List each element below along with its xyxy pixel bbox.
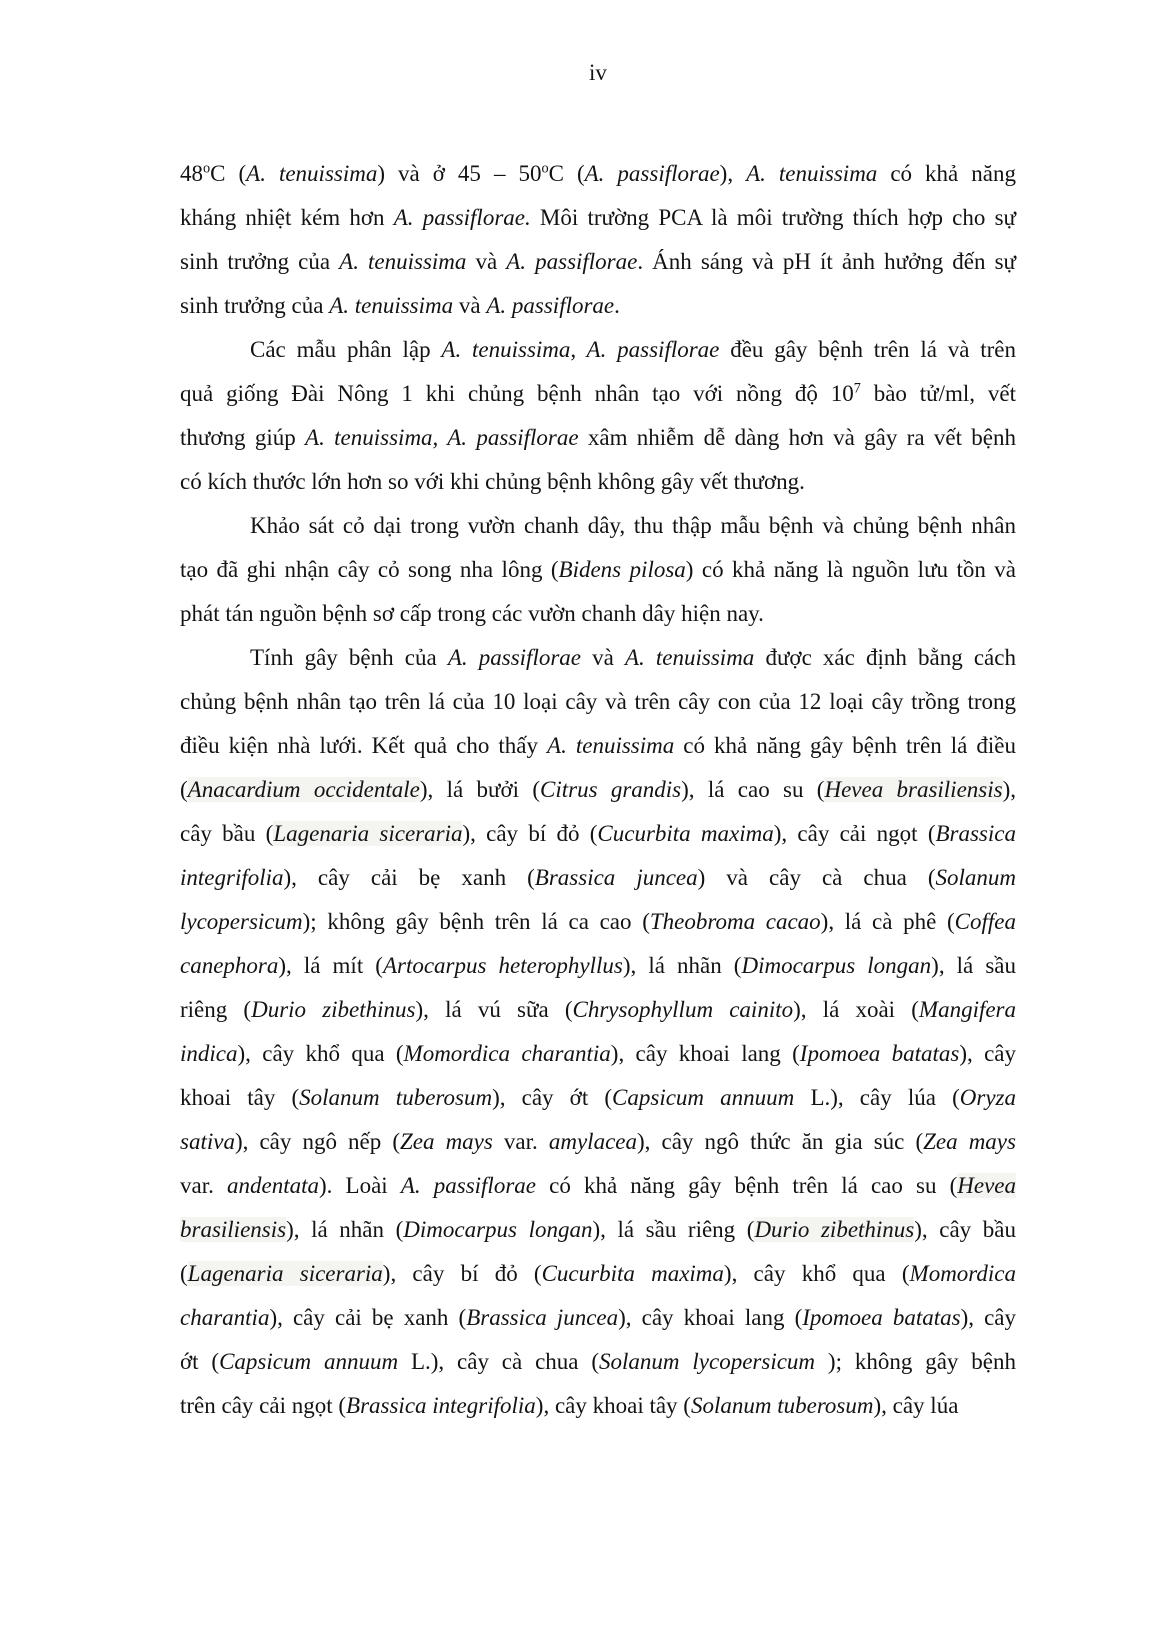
text-line [180, 240, 1016, 284]
text-run: ). Loài [318, 1173, 401, 1198]
species-name: Lagenaria siceraria [187, 1261, 383, 1286]
species-name: A. tenuissima [624, 645, 755, 670]
species-name: A. tenuissima [547, 733, 675, 758]
text-run: trên cây cải ngọt ( [180, 1393, 347, 1418]
species-name: A. passiflorae [506, 249, 638, 274]
text-run: L.), cây cà chua ( [398, 1349, 600, 1374]
text-run: ) và cây cà chua ( [697, 865, 936, 890]
text-run: Các mẫu phân lập [250, 337, 442, 362]
species-name: integrifolia [180, 865, 284, 890]
text-run: ), cây khoai lang ( [610, 1041, 800, 1066]
species-name: Brassica juncea [466, 1305, 619, 1330]
text-line [180, 328, 1016, 372]
text-run: L.), cây lúa ( [794, 1085, 960, 1110]
text-run: ), cây bí đỏ ( [462, 821, 598, 846]
text-line [180, 196, 1016, 240]
species-name: Lagenaria siceraria [273, 821, 463, 846]
text-line [180, 284, 1016, 328]
species-name: Hevea brasiliensis [824, 777, 1003, 802]
text-run: . Ánh sáng và pH ít ảnh hưởng đến sự [637, 249, 1016, 274]
text-run: Môi trường PCA là môi trường thích hợp cho sự [530, 205, 1017, 230]
text-run: ), cây [959, 1041, 1017, 1066]
text-run: ớt ( [180, 1349, 220, 1374]
text-line [180, 812, 1016, 856]
species-name: Capsicum annuum [612, 1085, 795, 1110]
text-run: ), cây cải ngọt ( [773, 821, 936, 846]
text-line [180, 1076, 1016, 1120]
species-name: amylacea [548, 1129, 637, 1154]
species-name: Solanum lycopersicum [599, 1349, 816, 1374]
text-line [180, 900, 1016, 944]
text-run: ); không gây bệnh [815, 1349, 1016, 1374]
text-line [180, 768, 1016, 812]
text-line [180, 724, 1016, 768]
text-run: chủng bệnh nhân tạo trên lá của 10 loại cây và trên cây con của 12 loại cây trồng trong [180, 689, 1016, 714]
text-run: ), lá sầu riêng ( [592, 1217, 755, 1242]
species-name: Artocarpus heterophyllus [382, 953, 623, 978]
text-run: có khả năng gây bệnh trên lá cao su ( [535, 1173, 958, 1198]
text-line [180, 1340, 1016, 1384]
text-line [180, 988, 1016, 1032]
text-run: và [581, 645, 625, 670]
paragraph-2 [180, 328, 1016, 504]
text-run: 7 [853, 380, 861, 397]
species-name: Dimocarpus longan [741, 953, 932, 978]
page-number: iv [589, 60, 607, 85]
text-run: và [453, 293, 487, 318]
text-line [180, 944, 1016, 988]
text-run: C ( [210, 161, 247, 186]
species-name: Mangifera [918, 997, 1017, 1022]
text-run: ), lá xoài ( [793, 997, 919, 1022]
text-line [180, 1384, 1016, 1428]
text-run: sinh trưởng của [180, 293, 330, 318]
text-run: xâm nhiễm dễ dàng hơn và gây ra vết bệnh [578, 425, 1016, 450]
species-name: A. tenuissima [746, 161, 878, 186]
species-name: Citrus grandis [540, 777, 682, 802]
text-run: ), [719, 161, 747, 186]
text-run: được xác định bằng cách [754, 645, 1016, 670]
text-run: ), lá bưởi ( [419, 777, 540, 802]
text-run: ), cây bí đỏ ( [382, 1261, 542, 1286]
species-name: Solanum tuberosum [299, 1085, 493, 1110]
text-line [180, 1208, 1016, 1252]
text-run: ), lá sầu [931, 953, 1016, 978]
text-line [180, 680, 1016, 724]
text-run: 48 [180, 161, 203, 186]
species-name: A. passiflorae [447, 645, 581, 670]
text-line [180, 1296, 1016, 1340]
text-run: ), cây khoai lang ( [618, 1305, 803, 1330]
species-name: Cucurbita maxima [597, 821, 774, 846]
text-run: Tính gây bệnh của [250, 645, 448, 670]
text-run: ), lá mít ( [278, 953, 383, 978]
text-run: cây bầu ( [180, 821, 274, 846]
text-run: ), cây ớt ( [492, 1085, 613, 1110]
text-line [180, 1252, 1016, 1296]
text-run: ), lá cà phê ( [820, 909, 955, 934]
species-name: Cucurbita maxima [541, 1261, 724, 1286]
text-line [180, 152, 1016, 196]
text-line [180, 416, 1016, 460]
species-name: A. passiflorae [486, 293, 615, 318]
species-name: Solanum tuberosum [690, 1393, 874, 1418]
species-name: Zea mays [399, 1129, 493, 1154]
text-run: sinh trưởng của [180, 249, 340, 274]
text-run: ), cây ngô nếp ( [234, 1129, 400, 1154]
species-name: Oryza [959, 1085, 1016, 1110]
paragraph-3 [180, 504, 1016, 636]
species-name: A. passiflorae [400, 1173, 536, 1198]
text-run: tạo đã ghi nhận cây cỏ song nha lông ( [180, 557, 559, 582]
text-run: Khảo sát cỏ dại trong vườn chanh dây, thu thập mẫu bệnh và chủng bệnh nhân [250, 513, 1016, 538]
text-run: điều kiện nhà lưới. Kết quả cho thấy [180, 733, 548, 758]
species-name: Chrysophyllum cainito [572, 997, 794, 1022]
text-run: ), cây khổ qua ( [237, 1041, 404, 1066]
text-run: ), lá vú sữa ( [415, 997, 573, 1022]
text-run: đều gây bệnh trên lá và trên [719, 337, 1016, 362]
species-name: A. passiflorae [584, 161, 720, 186]
species-name: Zea mays [923, 1129, 1016, 1154]
text-line [180, 504, 1016, 548]
species-name: A. tenuissima, A. passiflorae [441, 337, 720, 362]
species-name: Ipomoea batatas [802, 1305, 961, 1330]
species-name: Solanum [935, 865, 1016, 890]
species-name: Brassica juncea [534, 865, 698, 890]
species-name: brasiliensis [180, 1217, 287, 1242]
text-run: ), lá cao su ( [681, 777, 825, 802]
species-name: Durio zibethinus [754, 1217, 915, 1242]
text-run: phát tán nguồn bệnh sơ cấp trong các vườn chanh dây hiện nay. [180, 601, 764, 626]
text-line [180, 1164, 1016, 1208]
text-run: ), cây cải bẹ xanh ( [269, 1305, 467, 1330]
text-run: khoai tây ( [180, 1085, 300, 1110]
species-name: charantia [180, 1305, 270, 1330]
species-name: Bidens pilosa [558, 557, 686, 582]
species-name: Capsicum annuum [219, 1349, 399, 1374]
species-name: Momordica [909, 1261, 1016, 1286]
text-line [180, 460, 1016, 504]
text-run: ) và ở 45 – 50 [377, 161, 542, 186]
text-run: bào tử/ml, vết [860, 381, 1016, 406]
text-run: ( [180, 1261, 188, 1286]
text-run: và [466, 249, 507, 274]
species-name: Momordica charantia [403, 1041, 611, 1066]
text-run: ), cây ngô thức ăn gia súc ( [637, 1129, 924, 1154]
text-run: có khả năng gây bệnh trên lá điều [674, 733, 1016, 758]
species-name: Dimocarpus longan [403, 1217, 593, 1242]
document-body [180, 152, 1016, 1428]
species-name: A. passiflorae. [393, 205, 531, 230]
text-run: ), lá nhãn ( [286, 1217, 404, 1242]
text-run: có khả năng [877, 161, 1016, 186]
text-run: ) có khả năng là nguồn lưu tồn và [685, 557, 1016, 582]
species-name: Durio zibethinus [251, 997, 416, 1022]
text-run: kháng nhiệt kém hơn [180, 205, 394, 230]
text-run: ), [1002, 777, 1016, 802]
text-line [180, 592, 1016, 636]
text-run: var. [180, 1173, 227, 1198]
species-name: Hevea [957, 1173, 1016, 1198]
text-run: ( [180, 777, 188, 802]
species-name: Brassica integrifolia [346, 1393, 536, 1418]
species-name: Theobroma cacao [649, 909, 821, 934]
species-name: A. tenuissima [329, 293, 454, 318]
species-name: sativa [180, 1129, 235, 1154]
text-run: ), cây khổ qua ( [723, 1261, 910, 1286]
text-run: . [614, 293, 620, 318]
text-line [180, 548, 1016, 592]
text-run: có kích thước lớn hơn so với khi chủng bệnh không gây vết thương. [180, 469, 805, 494]
text-run: o [541, 160, 549, 177]
text-line [180, 856, 1016, 900]
text-line [180, 1032, 1016, 1076]
text-run: C ( [548, 161, 585, 186]
species-name: A. tenuissima [339, 249, 467, 274]
species-name: Coffea [954, 909, 1017, 934]
paragraph-1 [180, 152, 1016, 328]
text-run: ), cây bầu [914, 1217, 1016, 1242]
text-run: ), cây cải bẹ xanh ( [283, 865, 535, 890]
text-run: o [203, 160, 211, 177]
species-name: indica [180, 1041, 238, 1066]
text-run: ), cây lúa [873, 1393, 959, 1418]
text-line [180, 636, 1016, 680]
text-run: ), cây [960, 1305, 1017, 1330]
text-run: ), cây khoai tây ( [535, 1393, 691, 1418]
text-run: riêng ( [180, 997, 252, 1022]
species-name: Brassica [935, 821, 1016, 846]
paragraph-4 [180, 636, 1016, 1428]
text-run: ), lá nhãn ( [622, 953, 742, 978]
species-name: A. tenuissima, A. passiflorae [305, 425, 579, 450]
text-run: thương giúp [180, 425, 306, 450]
species-name: lycopersicum [180, 909, 303, 934]
text-run: var. [492, 1129, 549, 1154]
species-name: canephora [180, 953, 279, 978]
species-name: A. tenuissima [246, 161, 378, 186]
text-run: quả giống Đài Nông 1 khi chủng bệnh nhân tạo với nồng độ 10 [180, 381, 854, 406]
text-line [180, 1120, 1016, 1164]
text-run: ); không gây bệnh trên lá ca cao ( [302, 909, 650, 934]
species-name: Ipomoea batatas [799, 1041, 960, 1066]
species-name: andentata [226, 1173, 319, 1198]
species-name: Anacardium occidentale [187, 777, 420, 802]
text-line [180, 372, 1016, 416]
